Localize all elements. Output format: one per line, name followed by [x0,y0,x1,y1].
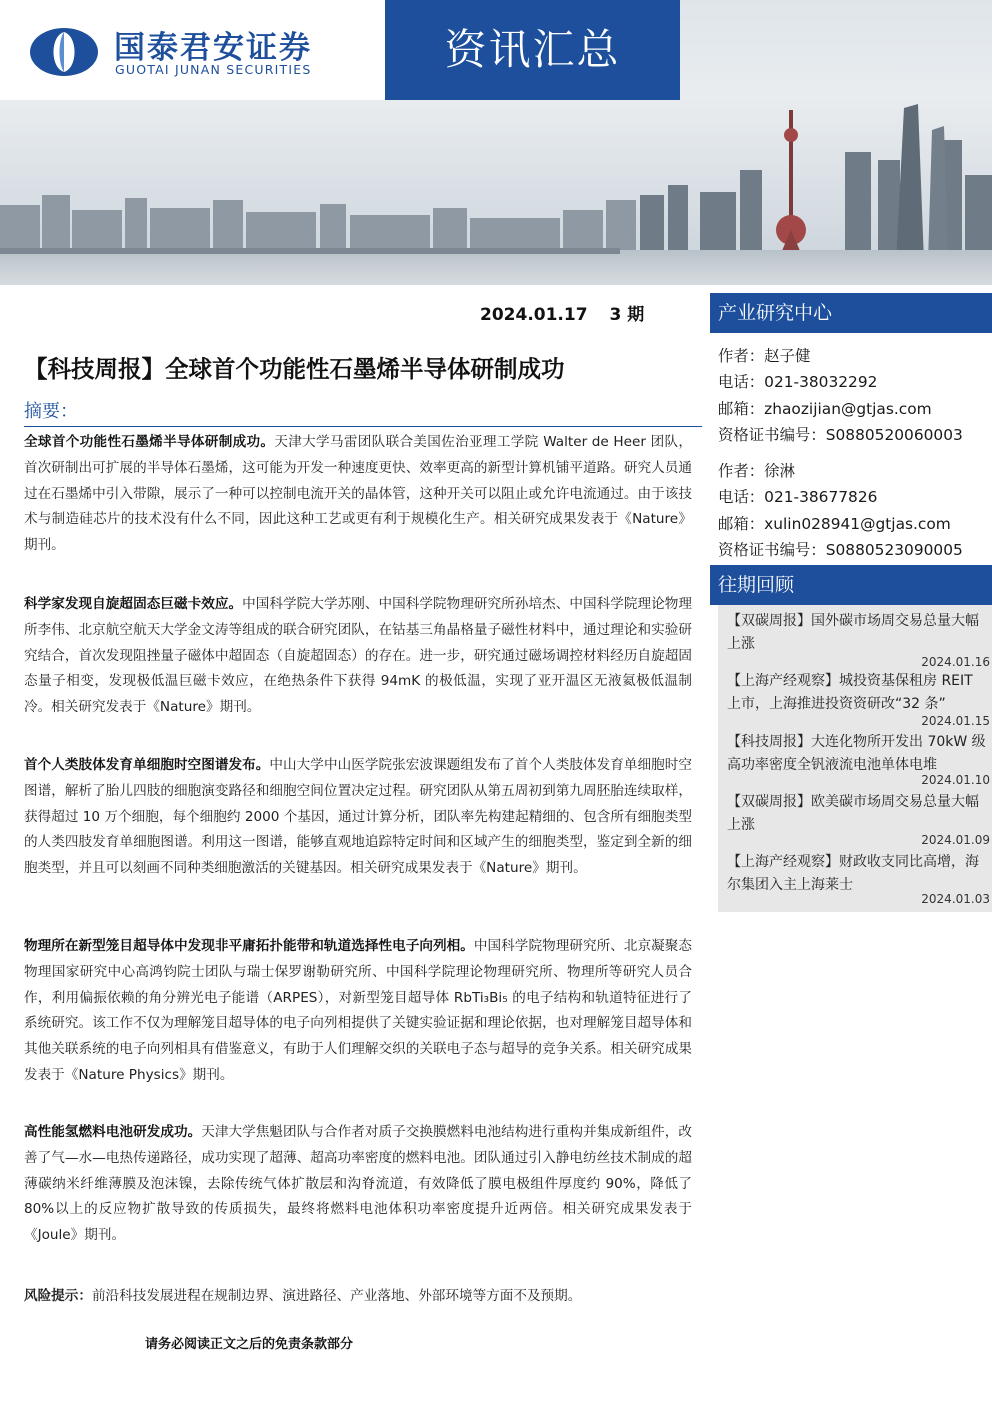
past-issue-date: 2024.01.15 [921,714,990,728]
news-paragraph [24,1120,692,1249]
research-center-header: 产业研究中心 [710,293,992,333]
past-issue-title[interactable]: 【科技周报】大连化物所开发出 70kW 级高功率密度全钒液流电池单体电堆 [727,734,986,773]
past-issue-date: 2024.01.16 [921,655,990,669]
past-issue-item[interactable] [727,791,990,847]
past-issue-title[interactable]: 【双碳周报】国外碳市场周交易总量大幅上涨 [727,613,979,652]
logo-chinese-name: 国泰君安证券 [114,30,312,66]
disclaimer-note: 请务必阅读正文之后的免责条款部分 [145,1337,354,1352]
risk-label: 风险提示： [24,1288,92,1304]
abstract-label: 摘要： [24,401,78,422]
analyst-email[interactable]: 邮箱：zhaozijian@gtjas.com [718,399,932,418]
past-issue-item[interactable] [727,610,990,669]
past-issue-item[interactable] [727,851,990,906]
past-issue-title[interactable]: 【上海产经观察】城投资基保租房 REIT 上市，上海推进投资资研改“32 条” [727,673,973,712]
issue-date: 2024.01.17 [480,305,588,325]
risk-warning [24,1284,692,1308]
paragraph-body: 中国科学院物理研究所、北京凝聚态物理国家研究中心高鸿钧院士团队与瑞士保罗谢勒研究所、中国科学院理论物理研究所、物理所等研究人员合作，利用偏振依赖的角分辨光电子能谱（ARPES），对新型笼目超导体 RbTi₃Bi₅ 的电子结构和轨道特征进行了系统研究。该工作不仅为理解笼目超导体的电子向列相提供了关键实验证据和理论依据，也对理解笼目超导体和其他关联系统的电子向列相具有借鉴意义，有助于人们理解交织的关联电子态与超导的竞争关系。相关研究成果发表于《Nature Physics》期刊。 [24,938,693,1083]
analyst-email[interactable]: 邮箱：xulin028941@gtjas.com [718,514,951,533]
analyst-phone: 电话：021-38677826 [718,488,878,507]
analyst-author: 作者：徐淋 [718,462,795,480]
paragraph-body: 天津大学马雷团队联合美国佐治亚理工学院 Walter de Heer 团队，首次研制出可扩展的半导体石墨烯，这可能为开发一种速度更快、效率更高的新型计算机铺平道路。研究人员通过在石墨烯中引入带隙，展示了一种可以控制电流开关的晶体管，这种开关可以阻止或允许电流通过。由于该技术与制造硅芯片的技术没有什么不同，因此这种工艺或更有利于规模化生产。相关研究成果发表于《Nature》期刊。 [24,434,692,554]
paragraph-lead: 全球首个功能性石墨烯半导体研制成功。 [24,434,275,450]
news-paragraph [24,934,692,1089]
paragraph-body: 天津大学焦魁团队与合作者对质子交换膜燃料电池结构进行重构并集成新组件，改善了气—水—电热传递路径，成功实现了超薄、超高功率密度的燃料电池。团队通过引入静电纺丝技术制成的超薄碳纳米纤维薄膜及泡沫镍，去除传统气体扩散层和沟脊流道，有效降低了膜电极组件厚度约 90%，降低了 80%以上的反应物扩散导致的传质损失，最终将燃料电池体积功率密度提升近两倍。相关研究成果发表于《Joule》期刊。 [24,1124,692,1244]
abstract-divider [24,426,702,427]
analyst-license: 资格证书编号：S0880523090005 [718,540,963,559]
past-issue-item[interactable] [727,670,990,728]
past-issues-header: 往期回顾 [710,565,992,605]
past-issues-list [718,605,992,912]
analyst-author: 作者：赵子健 [718,347,811,365]
logo-english-name: GUOTAI JUNAN SECURITIES [115,62,312,77]
past-issue-date: 2024.01.03 [921,892,990,906]
paragraph-body: 中山大学中山医学院张宏波课题组发布了首个人类肢体发育单细胞时空图谱，解析了胎儿四肢的细胞演变路径和细胞空间位置决定过程。研究团队从第五周初到第九周胚胎连续取样，获得超过 10 万个细胞，每个细胞约 2000 个基因，通过计算分析，团队率先构建起精细的、包含所有细胞类型的人类四肢发育单细胞图谱。利用这一图谱，能够直观地追踪特定时间和区域产生的细胞类型，鉴定到全新的细胞类型，并且可以刻画不同种类细胞激活的关键基因。相关研究成果发表于《Nature》期刊。 [24,757,693,877]
paragraph-lead: 高性能氢燃料电池研发成功。 [24,1124,202,1140]
issue-number: 3 期 [609,305,645,325]
analyst-phone: 电话：021-38032292 [718,373,878,392]
header-logo-area [0,0,385,100]
analyst-license: 资格证书编号：S0880520060003 [718,425,963,444]
past-issue-item[interactable] [727,731,990,787]
paragraph-lead: 首个人类肢体发育单细胞时空图谱发布。 [24,757,270,773]
report-title: 【科技周报】全球首个功能性石墨烯半导体研制成功 [24,355,565,383]
past-issue-date: 2024.01.09 [921,833,990,847]
past-issue-date: 2024.01.10 [921,773,990,787]
analyst-info [718,458,988,563]
city-skyline-image [0,100,992,285]
news-paragraph [24,430,692,559]
analyst-info [718,343,988,448]
section-title-banner [385,0,680,100]
past-issue-title[interactable]: 【上海产经观察】财政收支同比高增，海尔集团入主上海莱士 [727,854,979,893]
past-issue-title[interactable]: 【双碳周报】欧美碳市场周交易总量大幅上涨 [727,794,979,833]
risk-text: 前沿科技发展进程在规制边界、演进路径、产业落地、外部环境等方面不及预期。 [91,1288,582,1304]
paragraph-lead: 物理所在新型笼目超导体中发现非平庸拓扑能带和轨道选择性电子向列相。 [24,938,474,954]
header-sky [680,0,992,100]
paragraph-lead: 科学家发现自旋超固态巨磁卡效应。 [24,596,243,612]
news-paragraph [24,592,692,721]
issue-date-line [480,300,644,325]
news-paragraph [24,753,692,882]
section-title: 资讯汇总 [444,25,621,74]
guotai-junan-logo-icon [28,26,100,78]
paragraph-body: 中国科学院大学苏刚、中国科学院物理研究所孙培杰、中国科学院理论物理所李伟、北京航空航天大学金文涛等组成的联合研究团队，在钴基三角晶格量子磁性材料中，通过理论和实验研究结合，首次发现阻挫量子磁体中超固态（自旋超固态）的存在。进一步，研究通过磁场调控材料经历自旋超固态量子相变，发现极低温巨磁卡效应，在绝热条件下获得 94mK 的极低温，实现了亚开温区无液氦极低温制冷。相关研究发表于《Nature》期刊。 [24,596,693,716]
